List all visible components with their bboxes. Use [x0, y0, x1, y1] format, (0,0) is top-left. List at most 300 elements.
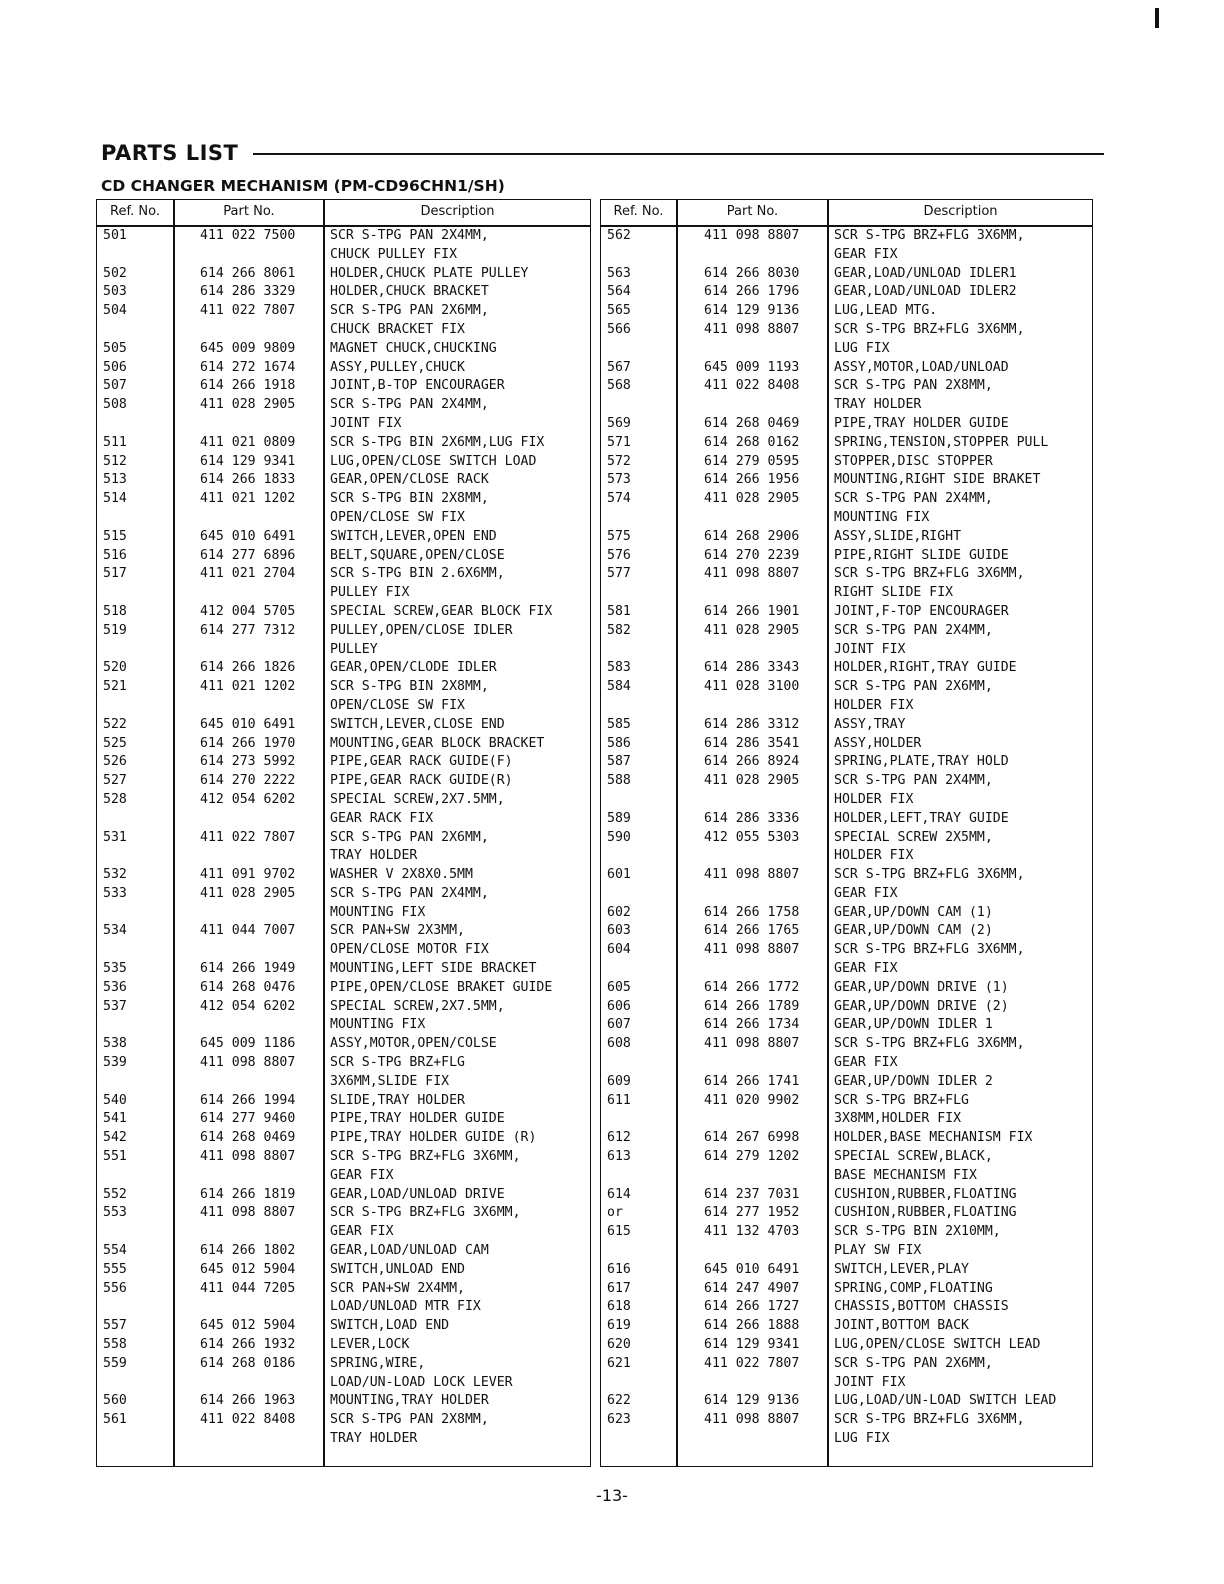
description-cell: SCR S-TPG BRZ+FLG 3X6MM,: [330, 1205, 521, 1221]
ref-no-cell: 609: [607, 1073, 631, 1089]
description-cell: GEAR,LOAD/UNLOAD CAM: [330, 1243, 489, 1259]
ref-no-cell: 576: [607, 547, 631, 563]
table-row: [97, 866, 590, 885]
description-cell: SCR S-TPG PAN 2X4MM,: [330, 228, 489, 243]
table-row: [601, 453, 1092, 472]
description-cell: PLAY SW FIX: [834, 1243, 922, 1259]
description-cell: CUSHION,RUBBER,FLOATING: [834, 1205, 1017, 1221]
ref-no-cell: 540: [103, 1092, 127, 1108]
description-cell: OPEN/CLOSE MOTOR FIX: [330, 942, 489, 958]
description-cell: GEAR,OPEN/CLOSE RACK: [330, 472, 489, 488]
part-no-cell: 411 022 7807: [704, 1355, 800, 1371]
table-row: [97, 1054, 590, 1073]
description-cell: JOINT FIX: [834, 1374, 906, 1390]
table-row: [97, 584, 590, 603]
table-row: [97, 434, 590, 453]
page-edge-marker: [1155, 8, 1159, 28]
part-no-cell: 614 268 0469: [704, 415, 800, 431]
description-cell: 3X6MM,SLIDE FIX: [330, 1073, 450, 1089]
part-no-cell: 614 277 1952: [704, 1205, 800, 1221]
description-cell: STOPPER,DISC STOPPER: [834, 453, 993, 469]
ref-no-cell: 516: [103, 547, 127, 563]
table-row: [97, 246, 590, 265]
description-cell: PIPE,RIGHT SLIDE GUIDE: [834, 547, 1009, 563]
description-cell: JOINT FIX: [330, 415, 402, 431]
table-row: [97, 716, 590, 735]
parts-rows: [97, 227, 590, 1449]
table-row: [97, 283, 590, 302]
table-row: [97, 1148, 590, 1167]
description-cell: MOUNTING,LEFT SIDE BRACKET: [330, 961, 537, 977]
part-no-cell: 614 266 1963: [200, 1393, 296, 1409]
part-no-cell: 614 266 1932: [200, 1337, 296, 1353]
ref-no-cell: 603: [607, 923, 631, 939]
ref-no-cell: 513: [103, 472, 127, 488]
description-cell: HOLDER,CHUCK PLATE PULLEY: [330, 265, 529, 281]
ref-no-cell: 566: [607, 321, 631, 337]
table-row: [97, 340, 590, 359]
part-no-cell: 614 266 1789: [704, 998, 800, 1014]
description-cell: SWITCH,UNLOAD END: [330, 1261, 465, 1277]
ref-no-cell: 561: [103, 1412, 127, 1428]
part-no-cell: 614 266 1741: [704, 1073, 800, 1089]
description-cell: SCR S-TPG PAN 2X4MM,: [834, 773, 993, 789]
description-cell: GEAR FIX: [330, 1224, 394, 1240]
part-no-cell: 614 266 1901: [704, 603, 800, 619]
ref-no-cell: 571: [607, 434, 631, 450]
ref-no-cell: 608: [607, 1036, 631, 1052]
description-cell: SLIDE,TRAY HOLDER: [330, 1092, 465, 1108]
description-cell: GEAR FIX: [330, 1167, 394, 1183]
description-cell: SPRING,PLATE,TRAY HOLD: [834, 754, 1009, 770]
table-row: [601, 1167, 1092, 1186]
table-row: [601, 1242, 1092, 1261]
ref-no-cell: 521: [103, 679, 127, 695]
part-no-cell: 614 237 7031: [704, 1186, 800, 1202]
description-cell: WASHER V 2X8X0.5MM: [330, 867, 473, 883]
table-row: [97, 265, 590, 284]
part-no-cell: 614 279 1202: [704, 1149, 800, 1165]
parts-table-right: [600, 199, 1093, 1467]
table-row: [97, 396, 590, 415]
part-no-cell: 411 028 2905: [704, 491, 800, 507]
description-cell: LOAD/UN-LOAD LOCK LEVER: [330, 1374, 513, 1390]
part-no-cell: 411 022 7500: [200, 228, 296, 243]
table-row: [97, 565, 590, 584]
description-cell: LUG FIX: [834, 340, 890, 356]
description-cell: GEAR,UP/DOWN DRIVE (1): [834, 979, 1009, 995]
description-cell: PULLEY: [330, 641, 378, 657]
description-cell: GEAR RACK FIX: [330, 810, 434, 826]
ref-no-cell: 534: [103, 923, 127, 939]
ref-no-cell: 621: [607, 1355, 631, 1371]
table-row: [601, 1374, 1092, 1393]
description-cell: SWITCH,LEVER,PLAY: [834, 1261, 969, 1277]
part-no-cell: 411 028 2905: [704, 622, 800, 638]
table-row: [601, 866, 1092, 885]
description-cell: PIPE,GEAR RACK GUIDE(F): [330, 754, 513, 770]
ref-no-cell: 536: [103, 979, 127, 995]
table-row: [97, 1035, 590, 1054]
part-no-cell: 411 044 7007: [200, 923, 296, 939]
description-cell: SCR S-TPG PAN 2X4MM,: [834, 622, 993, 638]
ref-no-cell: 556: [103, 1280, 127, 1296]
table-row: [601, 340, 1092, 359]
table-row: [601, 1280, 1092, 1299]
description-cell: SCR S-TPG BRZ+FLG 3X6MM,: [834, 867, 1025, 883]
ref-no-cell: 520: [103, 660, 127, 676]
parts-table-left: [96, 199, 591, 1467]
part-no-cell: 411 022 8408: [704, 378, 800, 394]
description-cell: CUSHION,RUBBER,FLOATING: [834, 1186, 1017, 1202]
description-cell: HOLDER,CHUCK BRACKET: [330, 284, 489, 300]
part-no-cell: 614 286 3343: [704, 660, 800, 676]
ref-no-cell: 575: [607, 528, 631, 544]
description-cell: JOINT,BOTTOM BACK: [834, 1318, 969, 1334]
table-row: [601, 434, 1092, 453]
description-cell: LUG,OPEN/CLOSE SWITCH LOAD: [330, 453, 537, 469]
table-row: [601, 227, 1092, 246]
description-cell: LUG,OPEN/CLOSE SWITCH LEAD: [834, 1337, 1041, 1353]
description-cell: 3X8MM,HOLDER FIX: [834, 1111, 962, 1127]
table-row: [97, 227, 590, 246]
table-row: [601, 998, 1092, 1017]
table-row: [601, 265, 1092, 284]
table-row: [601, 490, 1092, 509]
ref-no-cell: 560: [103, 1393, 127, 1409]
part-no-cell: 411 091 9702: [200, 867, 296, 883]
description-cell: JOINT FIX: [834, 641, 906, 657]
section-subtitle: CD CHANGER MECHANISM (PM-CD96CHN1/SH): [101, 177, 505, 195]
part-no-cell: 411 098 8807: [200, 1205, 296, 1221]
table-row: [97, 490, 590, 509]
table-row: [97, 1092, 590, 1111]
description-cell: SPECIAL SCREW 2X5MM,: [834, 829, 993, 845]
ref-no-cell: 622: [607, 1393, 631, 1409]
table-row: [601, 1223, 1092, 1242]
page-title: PARTS LIST: [101, 141, 239, 165]
table-row: [97, 641, 590, 660]
description-cell: ASSY,HOLDER: [834, 735, 922, 751]
part-no-cell: 411 098 8807: [200, 1149, 296, 1165]
description-cell: MAGNET CHUCK,CHUCKING: [330, 340, 497, 356]
part-no-cell: 614 266 1970: [200, 735, 296, 751]
table-row: [601, 1054, 1092, 1073]
part-no-cell: 614 270 2239: [704, 547, 800, 563]
part-no-cell: 614 266 1765: [704, 923, 800, 939]
part-no-cell: 614 267 6998: [704, 1130, 800, 1146]
description-cell: BASE MECHANISM FIX: [834, 1167, 977, 1183]
table-row: [97, 1261, 590, 1280]
table-row: [601, 321, 1092, 340]
part-no-cell: 645 009 9809: [200, 340, 296, 356]
ref-no-cell: 584: [607, 679, 631, 695]
header-part-no: Part No.: [726, 204, 779, 219]
table-row: [601, 1430, 1092, 1449]
table-row: [97, 1073, 590, 1092]
description-cell: GEAR,UP/DOWN CAM (2): [834, 923, 993, 939]
part-no-cell: 614 266 1956: [704, 472, 800, 488]
part-no-cell: 411 021 0809: [200, 434, 296, 450]
table-row: [97, 847, 590, 866]
ref-no-cell: 620: [607, 1337, 631, 1353]
table-row: [601, 716, 1092, 735]
part-no-cell: 411 098 8807: [704, 942, 800, 958]
table-row: [97, 829, 590, 848]
ref-no-cell: 539: [103, 1055, 127, 1071]
table-row: [601, 584, 1092, 603]
table-row: [97, 302, 590, 321]
description-cell: CHASSIS,BOTTOM CHASSIS: [834, 1299, 1009, 1315]
description-cell: SPECIAL SCREW,2X7.5MM,: [330, 791, 505, 807]
part-no-cell: 614 129 9341: [704, 1337, 800, 1353]
ref-no-cell: 602: [607, 904, 631, 920]
description-cell: SCR S-TPG BIN 2X8MM,: [330, 679, 489, 695]
table-row: [97, 1280, 590, 1299]
part-no-cell: 412 004 5705: [200, 603, 296, 619]
part-no-cell: 614 129 9136: [704, 1393, 800, 1409]
table-row: [601, 753, 1092, 772]
table-row: [601, 528, 1092, 547]
table-row: [601, 1073, 1092, 1092]
table-row: [97, 1204, 590, 1223]
description-cell: SCR S-TPG PAN 2X8MM,: [330, 1412, 489, 1428]
ref-no-cell: 535: [103, 961, 127, 977]
part-no-cell: 412 055 5303: [704, 829, 800, 845]
part-no-cell: 614 266 1833: [200, 472, 296, 488]
description-cell: PULLEY,OPEN/CLOSE IDLER: [330, 622, 513, 638]
ref-no-cell: 506: [103, 359, 127, 375]
table-row: [601, 941, 1092, 960]
table-row: [97, 415, 590, 434]
part-no-cell: 614 277 7312: [200, 622, 296, 638]
table-row: [97, 922, 590, 941]
table-row: [601, 1148, 1092, 1167]
table-row: [97, 998, 590, 1017]
description-cell: SCR S-TPG PAN 2X4MM,: [330, 885, 489, 901]
table-row: [97, 528, 590, 547]
ref-no-cell: 582: [607, 622, 631, 638]
table-row: [601, 1186, 1092, 1205]
table-row: [601, 1016, 1092, 1035]
ref-no-cell: 515: [103, 528, 127, 544]
ref-no-cell: 533: [103, 885, 127, 901]
description-cell: GEAR,LOAD/UNLOAD DRIVE: [330, 1186, 505, 1202]
description-cell: LUG FIX: [834, 1431, 890, 1446]
description-cell: SCR S-TPG PAN 2X4MM,: [834, 491, 993, 507]
table-row: [97, 1430, 590, 1449]
table-row: [601, 659, 1092, 678]
ref-no-cell: 527: [103, 773, 127, 789]
ref-no-cell: 616: [607, 1261, 631, 1277]
ref-no-cell: 617: [607, 1280, 631, 1296]
description-cell: LOAD/UNLOAD MTR FIX: [330, 1299, 481, 1315]
ref-no-cell: 501: [103, 228, 127, 243]
ref-no-cell: 604: [607, 942, 631, 958]
part-no-cell: 411 098 8807: [704, 1412, 800, 1428]
part-no-cell: 614 286 3541: [704, 735, 800, 751]
table-row: [601, 641, 1092, 660]
ref-no-cell: 572: [607, 453, 631, 469]
description-cell: SPECIAL SCREW,2X7.5MM,: [330, 998, 505, 1014]
ref-no-cell: 585: [607, 716, 631, 732]
table-row: [601, 396, 1092, 415]
description-cell: TRAY HOLDER: [330, 1431, 418, 1446]
description-cell: GEAR FIX: [834, 885, 898, 901]
description-cell: GEAR,UP/DOWN CAM (1): [834, 904, 993, 920]
description-cell: SCR S-TPG BIN 2X8MM,: [330, 491, 489, 507]
description-cell: SCR S-TPG BRZ+FLG: [330, 1055, 465, 1071]
description-cell: HOLDER,LEFT,TRAY GUIDE: [834, 810, 1009, 826]
description-cell: OPEN/CLOSE SW FIX: [330, 697, 465, 713]
table-row: [601, 1110, 1092, 1129]
part-no-cell: 614 266 1888: [704, 1318, 800, 1334]
table-row: [601, 678, 1092, 697]
ref-no-cell: 601: [607, 867, 631, 883]
table-row: [97, 1242, 590, 1261]
part-no-cell: 411 028 2905: [200, 885, 296, 901]
ref-no-cell: 615: [607, 1224, 631, 1240]
description-cell: HOLDER,RIGHT,TRAY GUIDE: [834, 660, 1017, 676]
part-no-cell: 411 098 8807: [704, 321, 800, 337]
part-no-cell: 411 098 8807: [704, 1036, 800, 1052]
part-no-cell: 614 266 1802: [200, 1243, 296, 1259]
table-row: [601, 246, 1092, 265]
description-cell: ASSY,SLIDE,RIGHT: [834, 528, 962, 544]
ref-no-cell: 505: [103, 340, 127, 356]
description-cell: MOUNTING FIX: [330, 904, 426, 920]
ref-no-cell: 532: [103, 867, 127, 883]
description-cell: BELT,SQUARE,OPEN/CLOSE: [330, 547, 505, 563]
part-no-cell: 411 044 7205: [200, 1280, 296, 1296]
part-no-cell: 614 266 1796: [704, 284, 800, 300]
part-no-cell: 411 098 8807: [704, 566, 800, 582]
ref-no-cell: 563: [607, 265, 631, 281]
part-no-cell: 411 028 3100: [704, 679, 800, 695]
ref-no-cell: 569: [607, 415, 631, 431]
table-row: [97, 1411, 590, 1430]
ref-no-cell: 514: [103, 491, 127, 507]
description-cell: SWITCH,LEVER,CLOSE END: [330, 716, 505, 732]
table-row: [97, 941, 590, 960]
description-cell: SCR S-TPG PAN 2X4MM,: [330, 397, 489, 413]
ref-no-cell: 577: [607, 566, 631, 582]
description-cell: ASSY,PULLEY,CHUCK: [330, 359, 465, 375]
description-cell: SCR PAN+SW 2X3MM,: [330, 923, 465, 939]
part-no-cell: 614 266 1826: [200, 660, 296, 676]
part-no-cell: 614 286 3312: [704, 716, 800, 732]
table-row: [97, 1317, 590, 1336]
ref-no-cell: 586: [607, 735, 631, 751]
description-cell: SPRING,COMP,FLOATING: [834, 1280, 993, 1296]
part-no-cell: 614 266 1994: [200, 1092, 296, 1108]
table-row: [97, 810, 590, 829]
part-no-cell: 645 012 5904: [200, 1318, 296, 1334]
table-row: [97, 697, 590, 716]
table-row: [601, 359, 1092, 378]
part-no-cell: 411 022 7807: [200, 829, 296, 845]
description-cell: SCR S-TPG PAN 2X6MM,: [330, 303, 489, 319]
ref-no-cell: 619: [607, 1318, 631, 1334]
description-cell: PIPE,TRAY HOLDER GUIDE: [834, 415, 1009, 431]
description-cell: SCR S-TPG BIN 2X6MM,LUG FIX: [330, 434, 545, 450]
ref-no-cell: or: [607, 1205, 623, 1221]
table-row: [97, 453, 590, 472]
description-cell: JOINT,B-TOP ENCOURAGER: [330, 378, 505, 394]
table-row: [601, 547, 1092, 566]
part-no-cell: 614 266 1734: [704, 1017, 800, 1033]
table-row: [97, 1016, 590, 1035]
table-row: [601, 885, 1092, 904]
part-no-cell: 645 009 1186: [200, 1036, 296, 1052]
part-no-cell: 645 012 5904: [200, 1261, 296, 1277]
description-cell: SCR S-TPG BRZ+FLG 3X6MM,: [834, 321, 1025, 337]
description-cell: SCR S-TPG PAN 2X8MM,: [834, 378, 993, 394]
part-no-cell: 614 270 2222: [200, 773, 296, 789]
table-row: [601, 377, 1092, 396]
table-row: [601, 603, 1092, 622]
table-row: [601, 1411, 1092, 1430]
ref-no-cell: 613: [607, 1149, 631, 1165]
part-no-cell: 411 020 9902: [704, 1092, 800, 1108]
part-no-cell: 412 054 6202: [200, 791, 296, 807]
table-row: [601, 1129, 1092, 1148]
table-row: [97, 1298, 590, 1317]
part-no-cell: 645 010 6491: [200, 528, 296, 544]
description-cell: SCR S-TPG BRZ+FLG 3X6MM,: [330, 1149, 521, 1165]
ref-no-cell: 587: [607, 754, 631, 770]
ref-no-cell: 517: [103, 566, 127, 582]
ref-no-cell: 618: [607, 1299, 631, 1315]
ref-no-cell: 551: [103, 1149, 127, 1165]
description-cell: SCR S-TPG PAN 2X6MM,: [834, 679, 993, 695]
description-cell: HOLDER FIX: [834, 848, 914, 864]
table-row: [601, 471, 1092, 490]
part-no-cell: 614 268 0162: [704, 434, 800, 450]
page-number: -13-: [596, 1486, 628, 1505]
description-cell: LEVER,LOCK: [330, 1337, 410, 1353]
description-cell: LUG,LEAD MTG.: [834, 303, 938, 319]
ref-no-cell: 568: [607, 378, 631, 394]
table-row: [601, 1392, 1092, 1411]
part-no-cell: 411 021 2704: [200, 566, 296, 582]
table-row: [97, 1355, 590, 1374]
description-cell: SCR S-TPG BRZ+FLG 3X6MM,: [834, 228, 1025, 243]
ref-no-cell: 611: [607, 1092, 631, 1108]
ref-no-cell: 623: [607, 1412, 631, 1428]
description-cell: ASSY,MOTOR,LOAD/UNLOAD: [834, 359, 1009, 375]
table-row: [601, 565, 1092, 584]
description-cell: GEAR,LOAD/UNLOAD IDLER1: [834, 265, 1017, 281]
description-cell: TRAY HOLDER: [330, 848, 418, 864]
table-row: [97, 1336, 590, 1355]
part-no-cell: 411 098 8807: [704, 867, 800, 883]
part-no-cell: 411 028 2905: [704, 773, 800, 789]
part-no-cell: 614 273 5992: [200, 754, 296, 770]
ref-no-cell: 583: [607, 660, 631, 676]
table-row: [97, 321, 590, 340]
description-cell: SCR S-TPG BRZ+FLG: [834, 1092, 969, 1108]
ref-no-cell: 541: [103, 1111, 127, 1127]
ref-no-cell: 559: [103, 1355, 127, 1371]
description-cell: GEAR,UP/DOWN IDLER 2: [834, 1073, 993, 1089]
part-no-cell: 614 277 9460: [200, 1111, 296, 1127]
ref-no-cell: 606: [607, 998, 631, 1014]
ref-no-cell: 564: [607, 284, 631, 300]
table-row: [97, 885, 590, 904]
description-cell: GEAR FIX: [834, 246, 898, 262]
table-row: [97, 772, 590, 791]
